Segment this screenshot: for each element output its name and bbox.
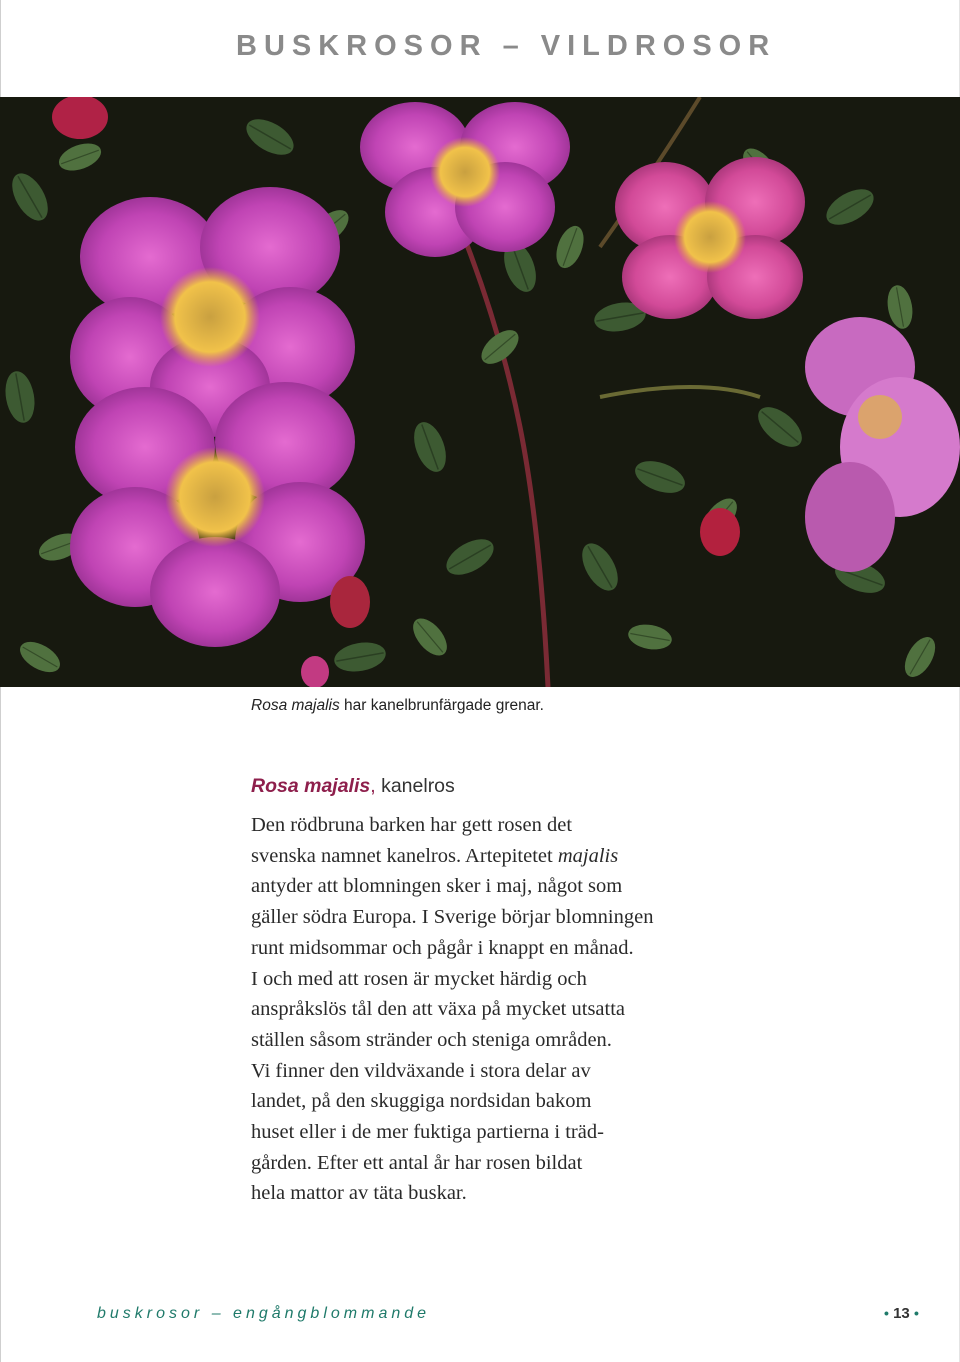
body-line: huset eller i de mer fuktiga partierna i träd- — [251, 1121, 604, 1144]
page-number: 13 — [893, 1305, 910, 1322]
body-line: I och med att rosen är mycket härdig och — [251, 967, 587, 990]
epithet: majalis — [557, 844, 619, 867]
section-comma: , — [370, 775, 376, 797]
body-line: antyder att blomningen sker i maj, något som — [251, 875, 623, 898]
body-line: gården. Efter ett antal år har rosen bildat — [251, 1151, 583, 1174]
body-line: Den rödbruna barken har gett rosen det — [251, 814, 573, 836]
section-title — [251, 775, 455, 798]
body-line-text: svenska namnet kanelros. Artepitetet — [251, 844, 558, 867]
section-common-name: kanelros — [375, 775, 455, 797]
rose-photo — [0, 97, 960, 687]
body-line: anspråkslös tål den att växa på mycket utsatta — [251, 998, 626, 1021]
body-paragraph — [251, 810, 721, 1209]
body-line — [251, 841, 721, 872]
body-line: gäller södra Europa. I Sverige börjar blomningen — [251, 906, 654, 929]
body-line: hela mattor av täta buskar. — [251, 1182, 467, 1205]
running-head: BUSKROSOR – VILDROSOR — [236, 30, 777, 62]
caption-text: har kanelbrunfärgade grenar. — [339, 697, 544, 714]
body-line: runt midsommar och pågår i knappt en månad. — [251, 936, 634, 959]
section-species: Rosa majalis — [251, 775, 371, 797]
page-number-block — [884, 1305, 919, 1322]
body-line: landet, på den skuggiga nordsidan bakom — [251, 1090, 592, 1113]
body-line: ställen såsom stränder och steniga områden. — [251, 1028, 612, 1051]
photo-caption — [251, 697, 544, 715]
caption-species: Rosa majalis — [251, 697, 340, 714]
body-line: Vi finner den vildväxande i stora delar av — [251, 1059, 591, 1082]
bullet-left: • — [884, 1305, 889, 1321]
bullet-right: • — [913, 1305, 919, 1321]
footer-section-label: buskrosor – engångblommande — [97, 1305, 431, 1322]
